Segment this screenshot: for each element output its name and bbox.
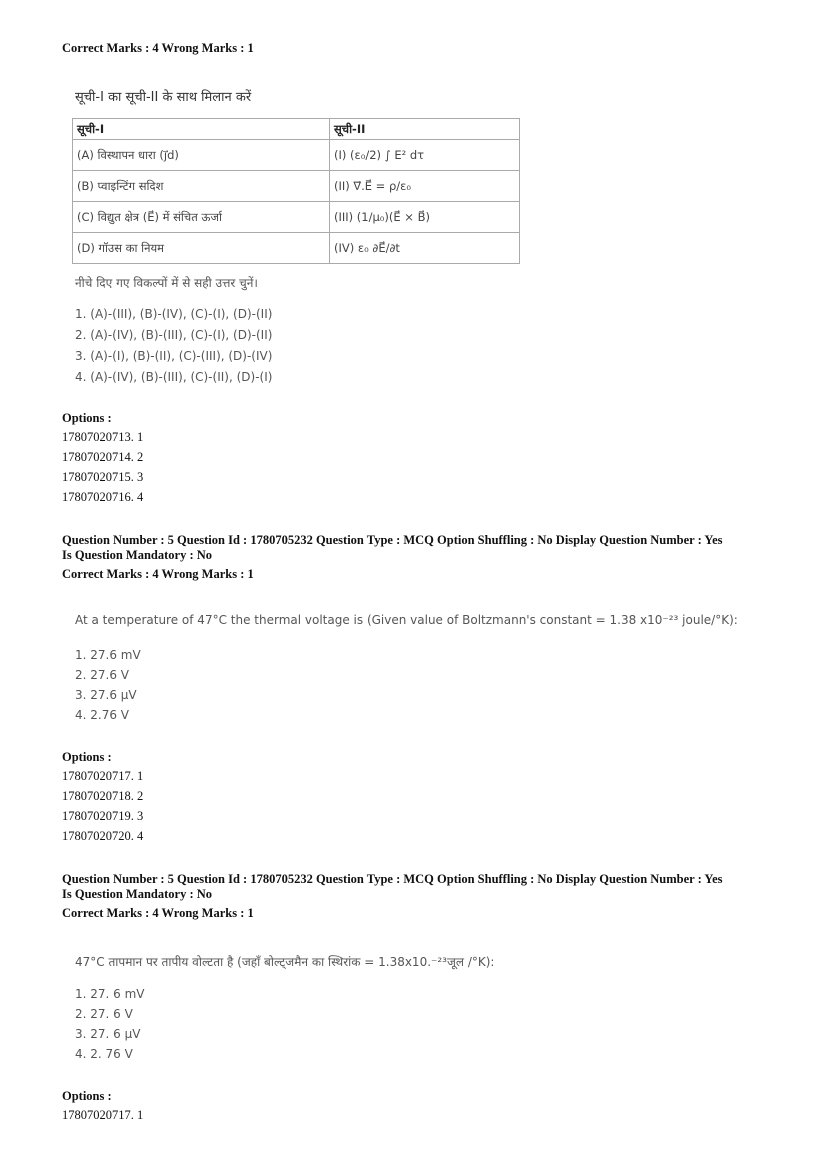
table-header-cell: सूची-II [330, 119, 520, 140]
table-cell: (A) विस्थापन धारा (j⃗d) [73, 140, 330, 171]
question-mandatory: Is Question Mandatory : No [62, 887, 213, 901]
table-cell: (I) (ε₀/2) ∫ E² dτ [330, 140, 520, 171]
marks-line: Correct Marks : 4 Wrong Marks : 1 [62, 567, 254, 581]
table-cell: (II) ∇⃗.E⃗ = ρ/ε₀ [330, 171, 520, 202]
option-item: 17807020718. 2 [62, 789, 144, 803]
option-item: 17807020714. 2 [62, 450, 144, 464]
choice-item: 2. 27. 6 V [75, 1007, 133, 1021]
table-header-cell: सूची-I [73, 119, 330, 140]
option-item: 17807020717. 1 [62, 769, 144, 783]
choice-item: 3. 27. 6 μV [75, 1027, 141, 1041]
marks-line: Correct Marks : 4 Wrong Marks : 1 [62, 41, 254, 55]
options-label: Options : [62, 411, 112, 425]
option-item: 17807020717. 1 [62, 1108, 144, 1122]
choice-item: 1. 27.6 mV [75, 648, 141, 662]
table-cell: (III) (1/μ₀)(E⃗ × B⃗) [330, 202, 520, 233]
choice-item: 4. 2. 76 V [75, 1047, 133, 1061]
table-cell: (D) गॉउस का नियम [73, 233, 330, 264]
options-label: Options : [62, 750, 112, 764]
choice-item: 4. (A)-(IV), (B)-(III), (C)-(II), (D)-(I) [75, 370, 273, 384]
choice-item: 1. (A)-(III), (B)-(IV), (C)-(I), (D)-(II) [75, 307, 273, 321]
question-image-title: सूची-I का सूची-II के साथ मिलान करें [75, 90, 252, 105]
choice-item: 2. (A)-(IV), (B)-(III), (C)-(I), (D)-(II) [75, 328, 273, 342]
option-item: 17807020716. 4 [62, 490, 144, 504]
question-mandatory: Is Question Mandatory : No [62, 548, 213, 562]
table-cell: (B) प्वाइन्टिंग सदिश [73, 171, 330, 202]
table-cell: (C) विद्युत क्षेत्र (E⃗) में संचित ऊर्जा [73, 202, 330, 233]
option-item: 17807020720. 4 [62, 829, 144, 843]
question-text: 47°C तापमान पर तापीय वोल्टता है (जहाँ बोल्ट्जमैन का स्थिरांक = 1.38x10.⁻²³जूल /°K): [75, 955, 495, 969]
table-row [73, 233, 520, 264]
question-instruction: नीचे दिए गए विकल्पों में से सही उत्तर चुनें। [75, 276, 258, 290]
table-row [73, 202, 520, 233]
matching-table [72, 118, 520, 264]
choice-item: 4. 2.76 V [75, 708, 130, 722]
options-label: Options : [62, 1089, 112, 1103]
choice-item: 3. 27.6 μV [75, 688, 137, 702]
table-header-row [73, 119, 520, 140]
question-header: Question Number : 5 Question Id : 1780705232 Question Type : MCQ Option Shuffling : No Display Question Number : Yes [62, 533, 723, 547]
table-row [73, 171, 520, 202]
table-cell: (IV) ε₀ ∂E⃗/∂t [330, 233, 520, 264]
option-item: 17807020713. 1 [62, 430, 144, 444]
question-text: At a temperature of 47°C the thermal voltage is (Given value of Boltzmann's constant = 1.38 x10⁻²³ joule/°K): [75, 613, 738, 627]
option-item: 17807020719. 3 [62, 809, 144, 823]
question-header: Question Number : 5 Question Id : 1780705232 Question Type : MCQ Option Shuffling : No Display Question Number : Yes [62, 872, 723, 886]
choice-item: 2. 27.6 V [75, 668, 130, 682]
table-row [73, 140, 520, 171]
option-item: 17807020715. 3 [62, 470, 144, 484]
choice-item: 1. 27. 6 mV [75, 987, 145, 1001]
marks-line: Correct Marks : 4 Wrong Marks : 1 [62, 906, 254, 920]
choice-item: 3. (A)-(I), (B)-(II), (C)-(III), (D)-(IV) [75, 349, 273, 363]
